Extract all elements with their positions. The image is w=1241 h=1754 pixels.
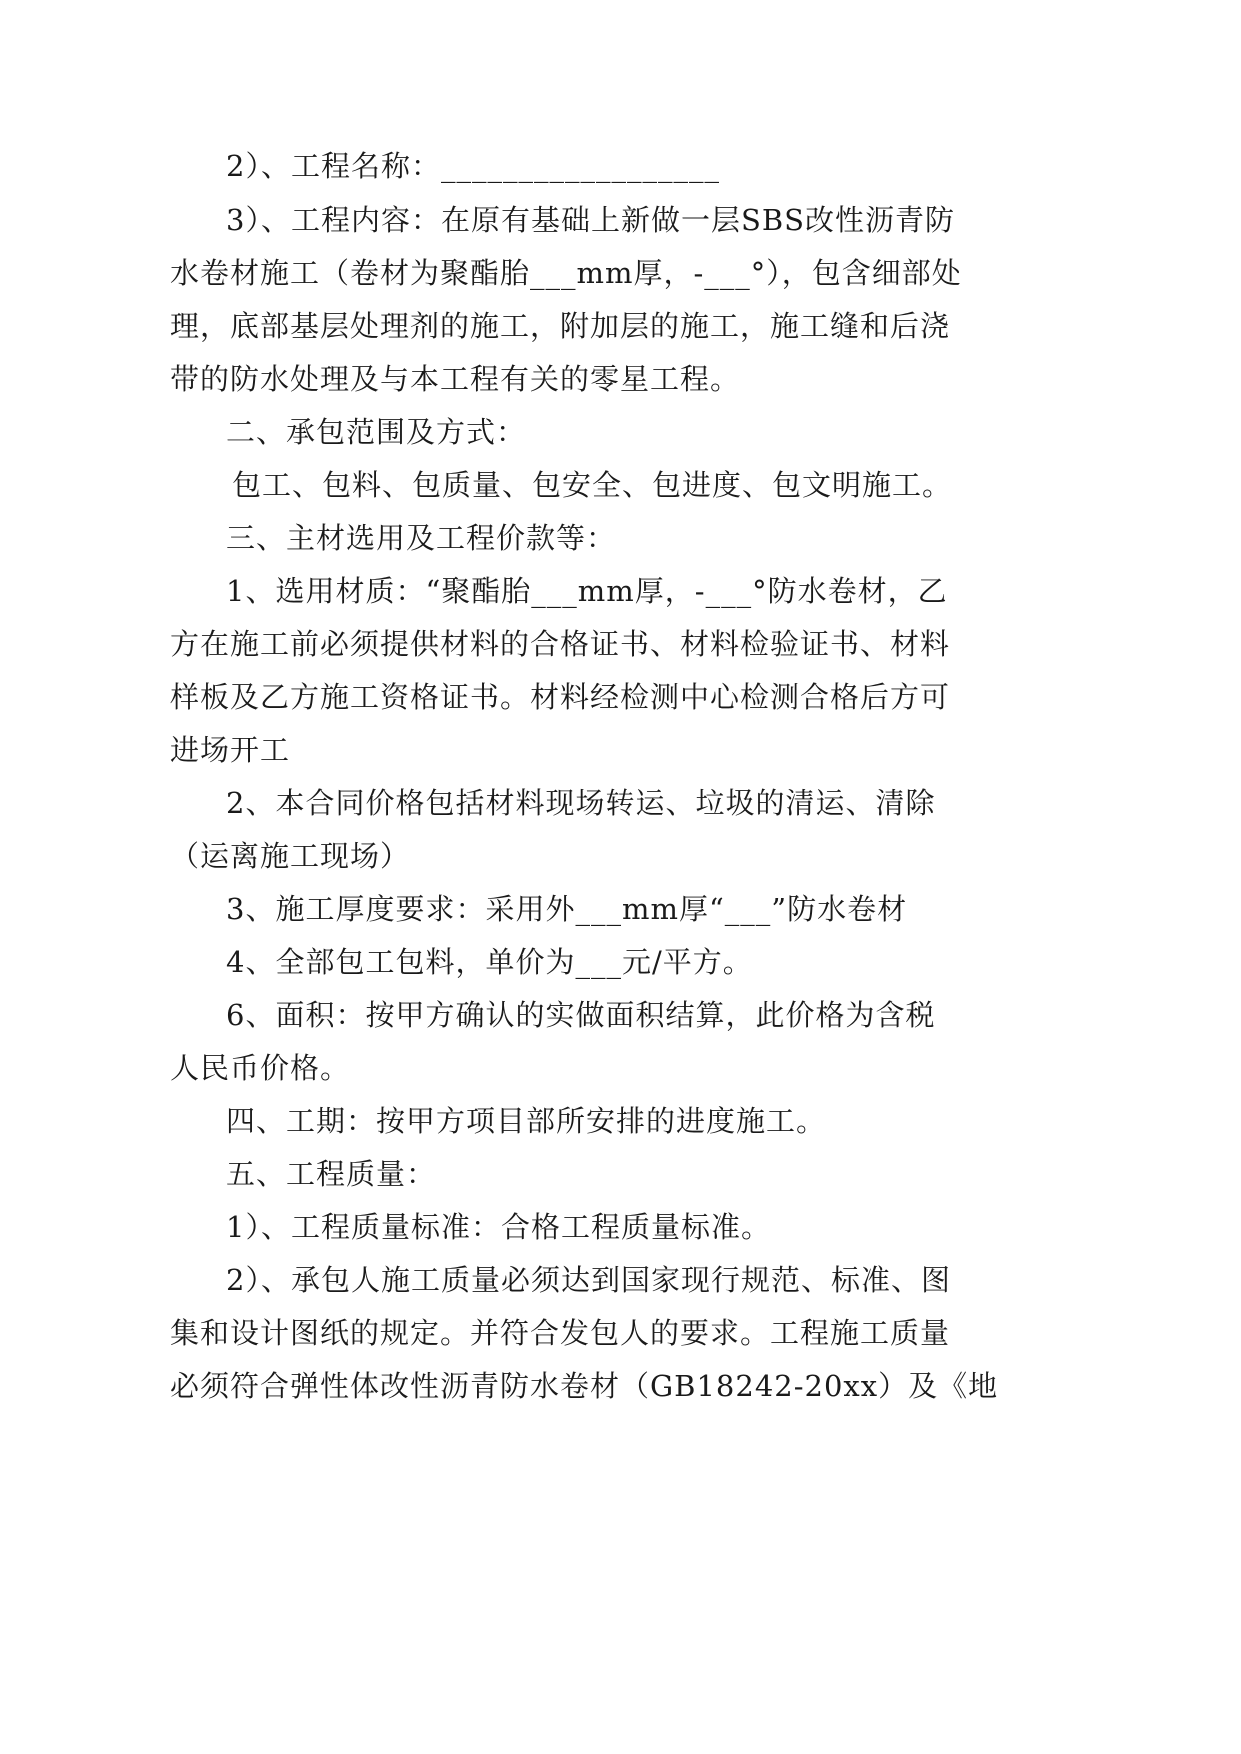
section-heading: 三、主材选用及工程价款等： xyxy=(226,521,617,555)
text-line: 2）、工程名称：__________________ xyxy=(226,149,720,183)
text-line: 1）、工程质量标准：合格工程质量标准。 xyxy=(226,1210,771,1244)
text-line: 人民币价格。 xyxy=(170,1051,351,1085)
text-line: 进场开工 xyxy=(170,733,291,767)
text-line: 水卷材施工（卷材为聚酯胎___mm厚，-___°），包含细部处 xyxy=(170,256,962,290)
text-line: 2）、承包人施工质量必须达到国家现行规范、标准、图 xyxy=(226,1263,951,1297)
text-line: 必须符合弹性体改性沥青防水卷材（GB18242-20xx）及《地 xyxy=(170,1369,999,1403)
text-line: 方在施工前必须提供材料的合格证书、材料检验证书、材料 xyxy=(170,627,951,661)
text-line: 4、全部包工包料，单价为___元/平方。 xyxy=(226,945,753,979)
section-heading: 二、承包范围及方式： xyxy=(226,415,527,449)
text-line: 2、本合同价格包括材料现场转运、垃圾的清运、清除 xyxy=(226,786,936,820)
text-line: 6、面积：按甲方确认的实做面积结算，此价格为含税 xyxy=(226,998,936,1032)
text-line: 1、选用材质：“聚酯胎___mm厚，-___°防水卷材，乙 xyxy=(226,574,948,608)
text-line: 3）、工程内容：在原有基础上新做一层SBS改性沥青防 xyxy=(226,203,955,237)
section-heading: 五、工程质量： xyxy=(226,1157,437,1191)
text-line: 包工、包料、包质量、包安全、包进度、包文明施工。 xyxy=(232,468,953,502)
section-heading: 四、工期：按甲方项目部所安排的进度施工。 xyxy=(226,1104,827,1138)
text-line: 理，底部基层处理剂的施工，附加层的施工，施工缝和后浇 xyxy=(170,309,951,343)
text-line: （运离施工现场） xyxy=(170,839,411,873)
text-line: 带的防水处理及与本工程有关的零星工程。 xyxy=(170,362,741,396)
text-line: 样板及乙方施工资格证书。材料经检测中心检测合格后方可 xyxy=(170,680,951,714)
text-line: 集和设计图纸的规定。并符合发包人的要求。工程施工质量 xyxy=(170,1316,951,1350)
text-line: 3、施工厚度要求：采用外___mm厚“___”防水卷材 xyxy=(226,892,908,926)
